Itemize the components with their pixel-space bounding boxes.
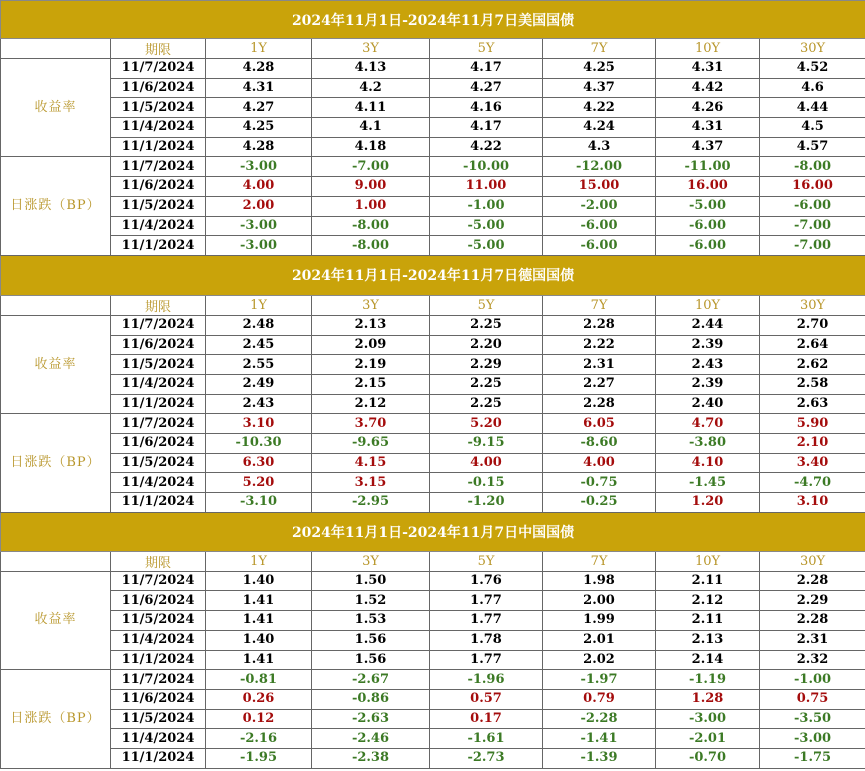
change-value-cell: -7.00 — [312, 157, 430, 177]
table-row — [1, 98, 865, 118]
change-value-cell: 11.00 — [430, 177, 543, 197]
tenor-header: 1Y — [206, 551, 312, 571]
change-value-cell: -2.67 — [312, 670, 430, 690]
change-value-cell: 3.70 — [312, 414, 430, 434]
change-value-cell: -4.70 — [760, 473, 865, 493]
tenor-header: 10Y — [656, 39, 760, 59]
tenor-header: 7Y — [543, 295, 656, 315]
table-row — [1, 748, 865, 768]
change-value-cell: -1.39 — [543, 748, 656, 768]
table-row — [1, 196, 865, 216]
tenor-header: 3Y — [312, 551, 430, 571]
date-cell: 11/5/2024 — [111, 611, 206, 631]
change-value-cell: 4.00 — [206, 177, 312, 197]
change-value-cell: -11.00 — [656, 157, 760, 177]
change-value-cell: 3.10 — [760, 493, 865, 513]
change-value-cell: -1.20 — [430, 493, 543, 513]
change-value-cell: -3.10 — [206, 493, 312, 513]
change-value-cell: -2.95 — [312, 493, 430, 513]
date-cell: 11/5/2024 — [111, 453, 206, 473]
yield-value-cell: 2.19 — [312, 355, 430, 375]
tenor-header: 7Y — [543, 551, 656, 571]
change-value-cell: 5.90 — [760, 414, 865, 434]
date-cell: 11/6/2024 — [111, 78, 206, 98]
header-blank-cell — [1, 295, 111, 315]
yield-value-cell: 2.25 — [430, 315, 543, 335]
yield-value-cell: 1.77 — [430, 591, 543, 611]
change-value-cell: -6.00 — [543, 216, 656, 236]
change-value-cell: -8.00 — [312, 216, 430, 236]
header-blank-cell — [1, 39, 111, 59]
change-value-cell: 4.15 — [312, 453, 430, 473]
term-header: 期限 — [111, 551, 206, 571]
yield-value-cell: 2.12 — [312, 394, 430, 414]
tenor-header: 5Y — [430, 551, 543, 571]
yield-value-cell: 2.39 — [656, 335, 760, 355]
table-row — [1, 177, 865, 197]
date-cell: 11/1/2024 — [111, 493, 206, 513]
yield-value-cell: 1.98 — [543, 571, 656, 591]
yield-value-cell: 2.49 — [206, 374, 312, 394]
yield-value-cell: 1.53 — [312, 611, 430, 631]
yield-value-cell: 1.40 — [206, 571, 312, 591]
change-value-cell: 0.12 — [206, 709, 312, 729]
change-value-cell: -0.70 — [656, 748, 760, 768]
table-row — [1, 137, 865, 157]
yield-value-cell: 2.43 — [656, 355, 760, 375]
yield-value-cell: 2.09 — [312, 335, 430, 355]
yield-value-cell: 2.02 — [543, 650, 656, 670]
change-value-cell: 16.00 — [760, 177, 865, 197]
daily-change-group-label: 日涨跌（BP） — [1, 157, 111, 255]
table-row — [1, 473, 865, 493]
table-row — [1, 434, 865, 454]
yield-value-cell: 4.28 — [206, 137, 312, 157]
change-value-cell: -1.19 — [656, 670, 760, 690]
date-cell: 11/5/2024 — [111, 98, 206, 118]
change-value-cell: 4.00 — [543, 453, 656, 473]
change-value-cell: 4.70 — [656, 414, 760, 434]
table-row — [1, 157, 865, 177]
yield-value-cell: 2.63 — [760, 394, 865, 414]
yield-value-cell: 4.27 — [430, 78, 543, 98]
change-value-cell: -8.00 — [760, 157, 865, 177]
change-value-cell: 16.00 — [656, 177, 760, 197]
change-value-cell: 4.00 — [430, 453, 543, 473]
tenor-header: 30Y — [760, 295, 865, 315]
yield-value-cell: 1.77 — [430, 650, 543, 670]
table-row — [1, 216, 865, 236]
yield-value-cell: 2.25 — [430, 374, 543, 394]
change-value-cell: 1.20 — [656, 493, 760, 513]
table-row — [1, 571, 865, 591]
section-title-row — [1, 512, 865, 551]
yield-value-cell: 2.31 — [543, 355, 656, 375]
yield-value-cell: 2.55 — [206, 355, 312, 375]
change-value-cell: 0.57 — [430, 689, 543, 709]
tenor-header: 1Y — [206, 295, 312, 315]
table-row — [1, 709, 865, 729]
change-value-cell: 2.00 — [206, 196, 312, 216]
change-value-cell: -8.60 — [543, 434, 656, 454]
change-value-cell: 3.10 — [206, 414, 312, 434]
date-cell: 11/4/2024 — [111, 473, 206, 493]
change-value-cell: 3.15 — [312, 473, 430, 493]
change-value-cell: 1.00 — [312, 196, 430, 216]
change-value-cell: -2.38 — [312, 748, 430, 768]
yield-value-cell: 1.41 — [206, 650, 312, 670]
date-cell: 11/1/2024 — [111, 650, 206, 670]
change-value-cell: -2.01 — [656, 729, 760, 749]
yield-value-cell: 4.13 — [312, 59, 430, 79]
change-value-cell: 0.26 — [206, 689, 312, 709]
section-title: 2024年11月1日-2024年11月7日德国国债 — [1, 255, 865, 295]
table-row — [1, 591, 865, 611]
yield-value-cell: 4.27 — [206, 98, 312, 118]
tenor-header: 5Y — [430, 39, 543, 59]
date-cell: 11/5/2024 — [111, 196, 206, 216]
yield-value-cell: 2.48 — [206, 315, 312, 335]
date-cell: 11/7/2024 — [111, 315, 206, 335]
change-value-cell: -3.50 — [760, 709, 865, 729]
table-row — [1, 59, 865, 79]
change-value-cell: -3.00 — [656, 709, 760, 729]
yield-value-cell: 4.6 — [760, 78, 865, 98]
change-value-cell: -5.00 — [430, 236, 543, 256]
yield-group-label: 收益率 — [1, 571, 111, 669]
tenor-header: 10Y — [656, 295, 760, 315]
daily-change-group-label: 日涨跌（BP） — [1, 414, 111, 512]
yield-value-cell: 4.42 — [656, 78, 760, 98]
section-title: 2024年11月1日-2024年11月7日美国国债 — [1, 1, 865, 39]
yield-value-cell: 1.99 — [543, 611, 656, 631]
yield-group-label: 收益率 — [1, 59, 111, 157]
date-cell: 11/4/2024 — [111, 216, 206, 236]
yield-value-cell: 4.16 — [430, 98, 543, 118]
change-value-cell: -10.30 — [206, 434, 312, 454]
date-cell: 11/7/2024 — [111, 59, 206, 79]
yield-value-cell: 4.26 — [656, 98, 760, 118]
yield-value-cell: 1.77 — [430, 611, 543, 631]
change-value-cell: 0.75 — [760, 689, 865, 709]
date-cell: 11/5/2024 — [111, 355, 206, 375]
yield-value-cell: 2.14 — [656, 650, 760, 670]
yield-value-cell: 4.31 — [206, 78, 312, 98]
date-cell: 11/6/2024 — [111, 335, 206, 355]
table-row — [1, 335, 865, 355]
change-value-cell: 6.05 — [543, 414, 656, 434]
yield-value-cell: 2.12 — [656, 591, 760, 611]
yield-value-cell: 2.22 — [543, 335, 656, 355]
change-value-cell: -12.00 — [543, 157, 656, 177]
column-header-row — [1, 39, 865, 59]
yield-value-cell: 2.11 — [656, 611, 760, 631]
date-cell: 11/7/2024 — [111, 414, 206, 434]
tenor-header: 3Y — [312, 295, 430, 315]
date-cell: 11/1/2024 — [111, 137, 206, 157]
column-header-row — [1, 551, 865, 571]
yield-value-cell: 4.5 — [760, 118, 865, 138]
change-value-cell: 4.10 — [656, 453, 760, 473]
date-cell: 11/6/2024 — [111, 434, 206, 454]
change-value-cell: -0.75 — [543, 473, 656, 493]
yield-value-cell: 1.40 — [206, 630, 312, 650]
change-value-cell: 0.79 — [543, 689, 656, 709]
section-title-row — [1, 1, 865, 39]
date-cell: 11/5/2024 — [111, 709, 206, 729]
change-value-cell: 6.30 — [206, 453, 312, 473]
change-value-cell: -1.61 — [430, 729, 543, 749]
date-cell: 11/7/2024 — [111, 571, 206, 591]
change-value-cell: -1.97 — [543, 670, 656, 690]
table-row — [1, 650, 865, 670]
yield-value-cell: 2.43 — [206, 394, 312, 414]
term-header: 期限 — [111, 295, 206, 315]
date-cell: 11/4/2024 — [111, 630, 206, 650]
tenor-header: 30Y — [760, 551, 865, 571]
tenor-header: 3Y — [312, 39, 430, 59]
yield-value-cell: 2.13 — [312, 315, 430, 335]
table-row — [1, 394, 865, 414]
change-value-cell: -5.00 — [430, 216, 543, 236]
yield-value-cell: 2.29 — [430, 355, 543, 375]
yield-value-cell: 1.50 — [312, 571, 430, 591]
yield-value-cell: 2.31 — [760, 630, 865, 650]
change-value-cell: -6.00 — [760, 196, 865, 216]
yield-value-cell: 2.00 — [543, 591, 656, 611]
yield-value-cell: 4.1 — [312, 118, 430, 138]
change-value-cell: -8.00 — [312, 236, 430, 256]
yield-value-cell: 2.29 — [760, 591, 865, 611]
tenor-header: 1Y — [206, 39, 312, 59]
yield-value-cell: 1.76 — [430, 571, 543, 591]
change-value-cell: -3.80 — [656, 434, 760, 454]
table-row — [1, 689, 865, 709]
yield-value-cell: 4.52 — [760, 59, 865, 79]
yield-value-cell: 4.17 — [430, 118, 543, 138]
section-title: 2024年11月1日-2024年11月7日中国国债 — [1, 512, 865, 551]
change-value-cell: -1.95 — [206, 748, 312, 768]
change-value-cell: -7.00 — [760, 236, 865, 256]
table-row — [1, 118, 865, 138]
change-value-cell: -0.81 — [206, 670, 312, 690]
table-row — [1, 414, 865, 434]
change-value-cell: -1.00 — [760, 670, 865, 690]
change-value-cell: -6.00 — [543, 236, 656, 256]
tenor-header: 10Y — [656, 551, 760, 571]
yield-value-cell: 2.28 — [543, 394, 656, 414]
change-value-cell: -7.00 — [760, 216, 865, 236]
date-cell: 11/6/2024 — [111, 591, 206, 611]
yield-value-cell: 4.31 — [656, 59, 760, 79]
yield-value-cell: 2.11 — [656, 571, 760, 591]
table-row — [1, 355, 865, 375]
change-value-cell: -6.00 — [656, 216, 760, 236]
table-row — [1, 729, 865, 749]
change-value-cell: -3.00 — [206, 236, 312, 256]
change-value-cell: -2.63 — [312, 709, 430, 729]
yield-value-cell: 2.28 — [760, 611, 865, 631]
yield-value-cell: 4.25 — [206, 118, 312, 138]
table-row — [1, 611, 865, 631]
yield-value-cell: 1.52 — [312, 591, 430, 611]
date-cell: 11/4/2024 — [111, 118, 206, 138]
change-value-cell: -2.73 — [430, 748, 543, 768]
change-value-cell: -9.15 — [430, 434, 543, 454]
yield-value-cell: 2.01 — [543, 630, 656, 650]
yield-value-cell: 4.37 — [656, 137, 760, 157]
table-row — [1, 315, 865, 335]
change-value-cell: -0.86 — [312, 689, 430, 709]
date-cell: 11/7/2024 — [111, 157, 206, 177]
change-value-cell: -2.28 — [543, 709, 656, 729]
yield-value-cell: 2.28 — [760, 571, 865, 591]
yield-value-cell: 1.56 — [312, 630, 430, 650]
yield-value-cell: 2.25 — [430, 394, 543, 414]
yield-value-cell: 4.44 — [760, 98, 865, 118]
date-cell: 11/1/2024 — [111, 236, 206, 256]
column-header-row — [1, 295, 865, 315]
table-row — [1, 236, 865, 256]
yield-value-cell: 4.3 — [543, 137, 656, 157]
yield-value-cell: 2.64 — [760, 335, 865, 355]
table-row — [1, 670, 865, 690]
table-row — [1, 630, 865, 650]
change-value-cell: -3.00 — [760, 729, 865, 749]
section-title-row — [1, 255, 865, 295]
yield-value-cell: 2.70 — [760, 315, 865, 335]
daily-change-group-label: 日涨跌（BP） — [1, 670, 111, 768]
date-cell: 11/7/2024 — [111, 670, 206, 690]
yield-group-label: 收益率 — [1, 315, 111, 413]
change-value-cell: -0.25 — [543, 493, 656, 513]
yield-value-cell: 4.57 — [760, 137, 865, 157]
change-value-cell: -2.00 — [543, 196, 656, 216]
change-value-cell: -1.00 — [430, 196, 543, 216]
yield-value-cell: 4.22 — [543, 98, 656, 118]
change-value-cell: 1.28 — [656, 689, 760, 709]
yield-value-cell: 4.25 — [543, 59, 656, 79]
header-blank-cell — [1, 551, 111, 571]
yield-value-cell: 4.24 — [543, 118, 656, 138]
yield-value-cell: 2.13 — [656, 630, 760, 650]
date-cell: 11/4/2024 — [111, 729, 206, 749]
change-value-cell: 5.20 — [206, 473, 312, 493]
tenor-header: 7Y — [543, 39, 656, 59]
table-row — [1, 374, 865, 394]
change-value-cell: 3.40 — [760, 453, 865, 473]
yield-value-cell: 4.37 — [543, 78, 656, 98]
yield-value-cell: 2.45 — [206, 335, 312, 355]
change-value-cell: -2.16 — [206, 729, 312, 749]
term-header: 期限 — [111, 39, 206, 59]
yield-value-cell: 2.27 — [543, 374, 656, 394]
date-cell: 11/4/2024 — [111, 374, 206, 394]
change-value-cell: 15.00 — [543, 177, 656, 197]
yield-value-cell: 2.32 — [760, 650, 865, 670]
change-value-cell: 5.20 — [430, 414, 543, 434]
change-value-cell: -3.00 — [206, 216, 312, 236]
yield-value-cell: 2.40 — [656, 394, 760, 414]
table-row — [1, 78, 865, 98]
change-value-cell: -10.00 — [430, 157, 543, 177]
tenor-header: 30Y — [760, 39, 865, 59]
date-cell: 11/6/2024 — [111, 689, 206, 709]
change-value-cell: -1.41 — [543, 729, 656, 749]
yield-value-cell: 2.58 — [760, 374, 865, 394]
change-value-cell: 9.00 — [312, 177, 430, 197]
table-row — [1, 493, 865, 513]
yield-value-cell: 1.56 — [312, 650, 430, 670]
change-value-cell: -5.00 — [656, 196, 760, 216]
change-value-cell: -1.75 — [760, 748, 865, 768]
tenor-header: 5Y — [430, 295, 543, 315]
yield-value-cell: 4.31 — [656, 118, 760, 138]
date-cell: 11/1/2024 — [111, 748, 206, 768]
change-value-cell: -0.15 — [430, 473, 543, 493]
yield-value-cell: 1.78 — [430, 630, 543, 650]
change-value-cell: 0.17 — [430, 709, 543, 729]
change-value-cell: -1.96 — [430, 670, 543, 690]
yield-value-cell: 2.15 — [312, 374, 430, 394]
change-value-cell: -6.00 — [656, 236, 760, 256]
date-cell: 11/1/2024 — [111, 394, 206, 414]
yield-value-cell: 2.39 — [656, 374, 760, 394]
yield-value-cell: 2.62 — [760, 355, 865, 375]
yield-value-cell: 4.28 — [206, 59, 312, 79]
yield-value-cell: 1.41 — [206, 611, 312, 631]
yield-value-cell: 4.11 — [312, 98, 430, 118]
yield-value-cell: 1.41 — [206, 591, 312, 611]
yield-value-cell: 4.17 — [430, 59, 543, 79]
yield-value-cell: 2.44 — [656, 315, 760, 335]
date-cell: 11/6/2024 — [111, 177, 206, 197]
yield-value-cell: 2.20 — [430, 335, 543, 355]
yield-value-cell: 2.28 — [543, 315, 656, 335]
table-row — [1, 453, 865, 473]
yield-value-cell: 4.18 — [312, 137, 430, 157]
change-value-cell: -9.65 — [312, 434, 430, 454]
yield-value-cell: 4.2 — [312, 78, 430, 98]
change-value-cell: -2.46 — [312, 729, 430, 749]
change-value-cell: -3.00 — [206, 157, 312, 177]
yield-value-cell: 4.22 — [430, 137, 543, 157]
change-value-cell: 2.10 — [760, 434, 865, 454]
change-value-cell: -1.45 — [656, 473, 760, 493]
